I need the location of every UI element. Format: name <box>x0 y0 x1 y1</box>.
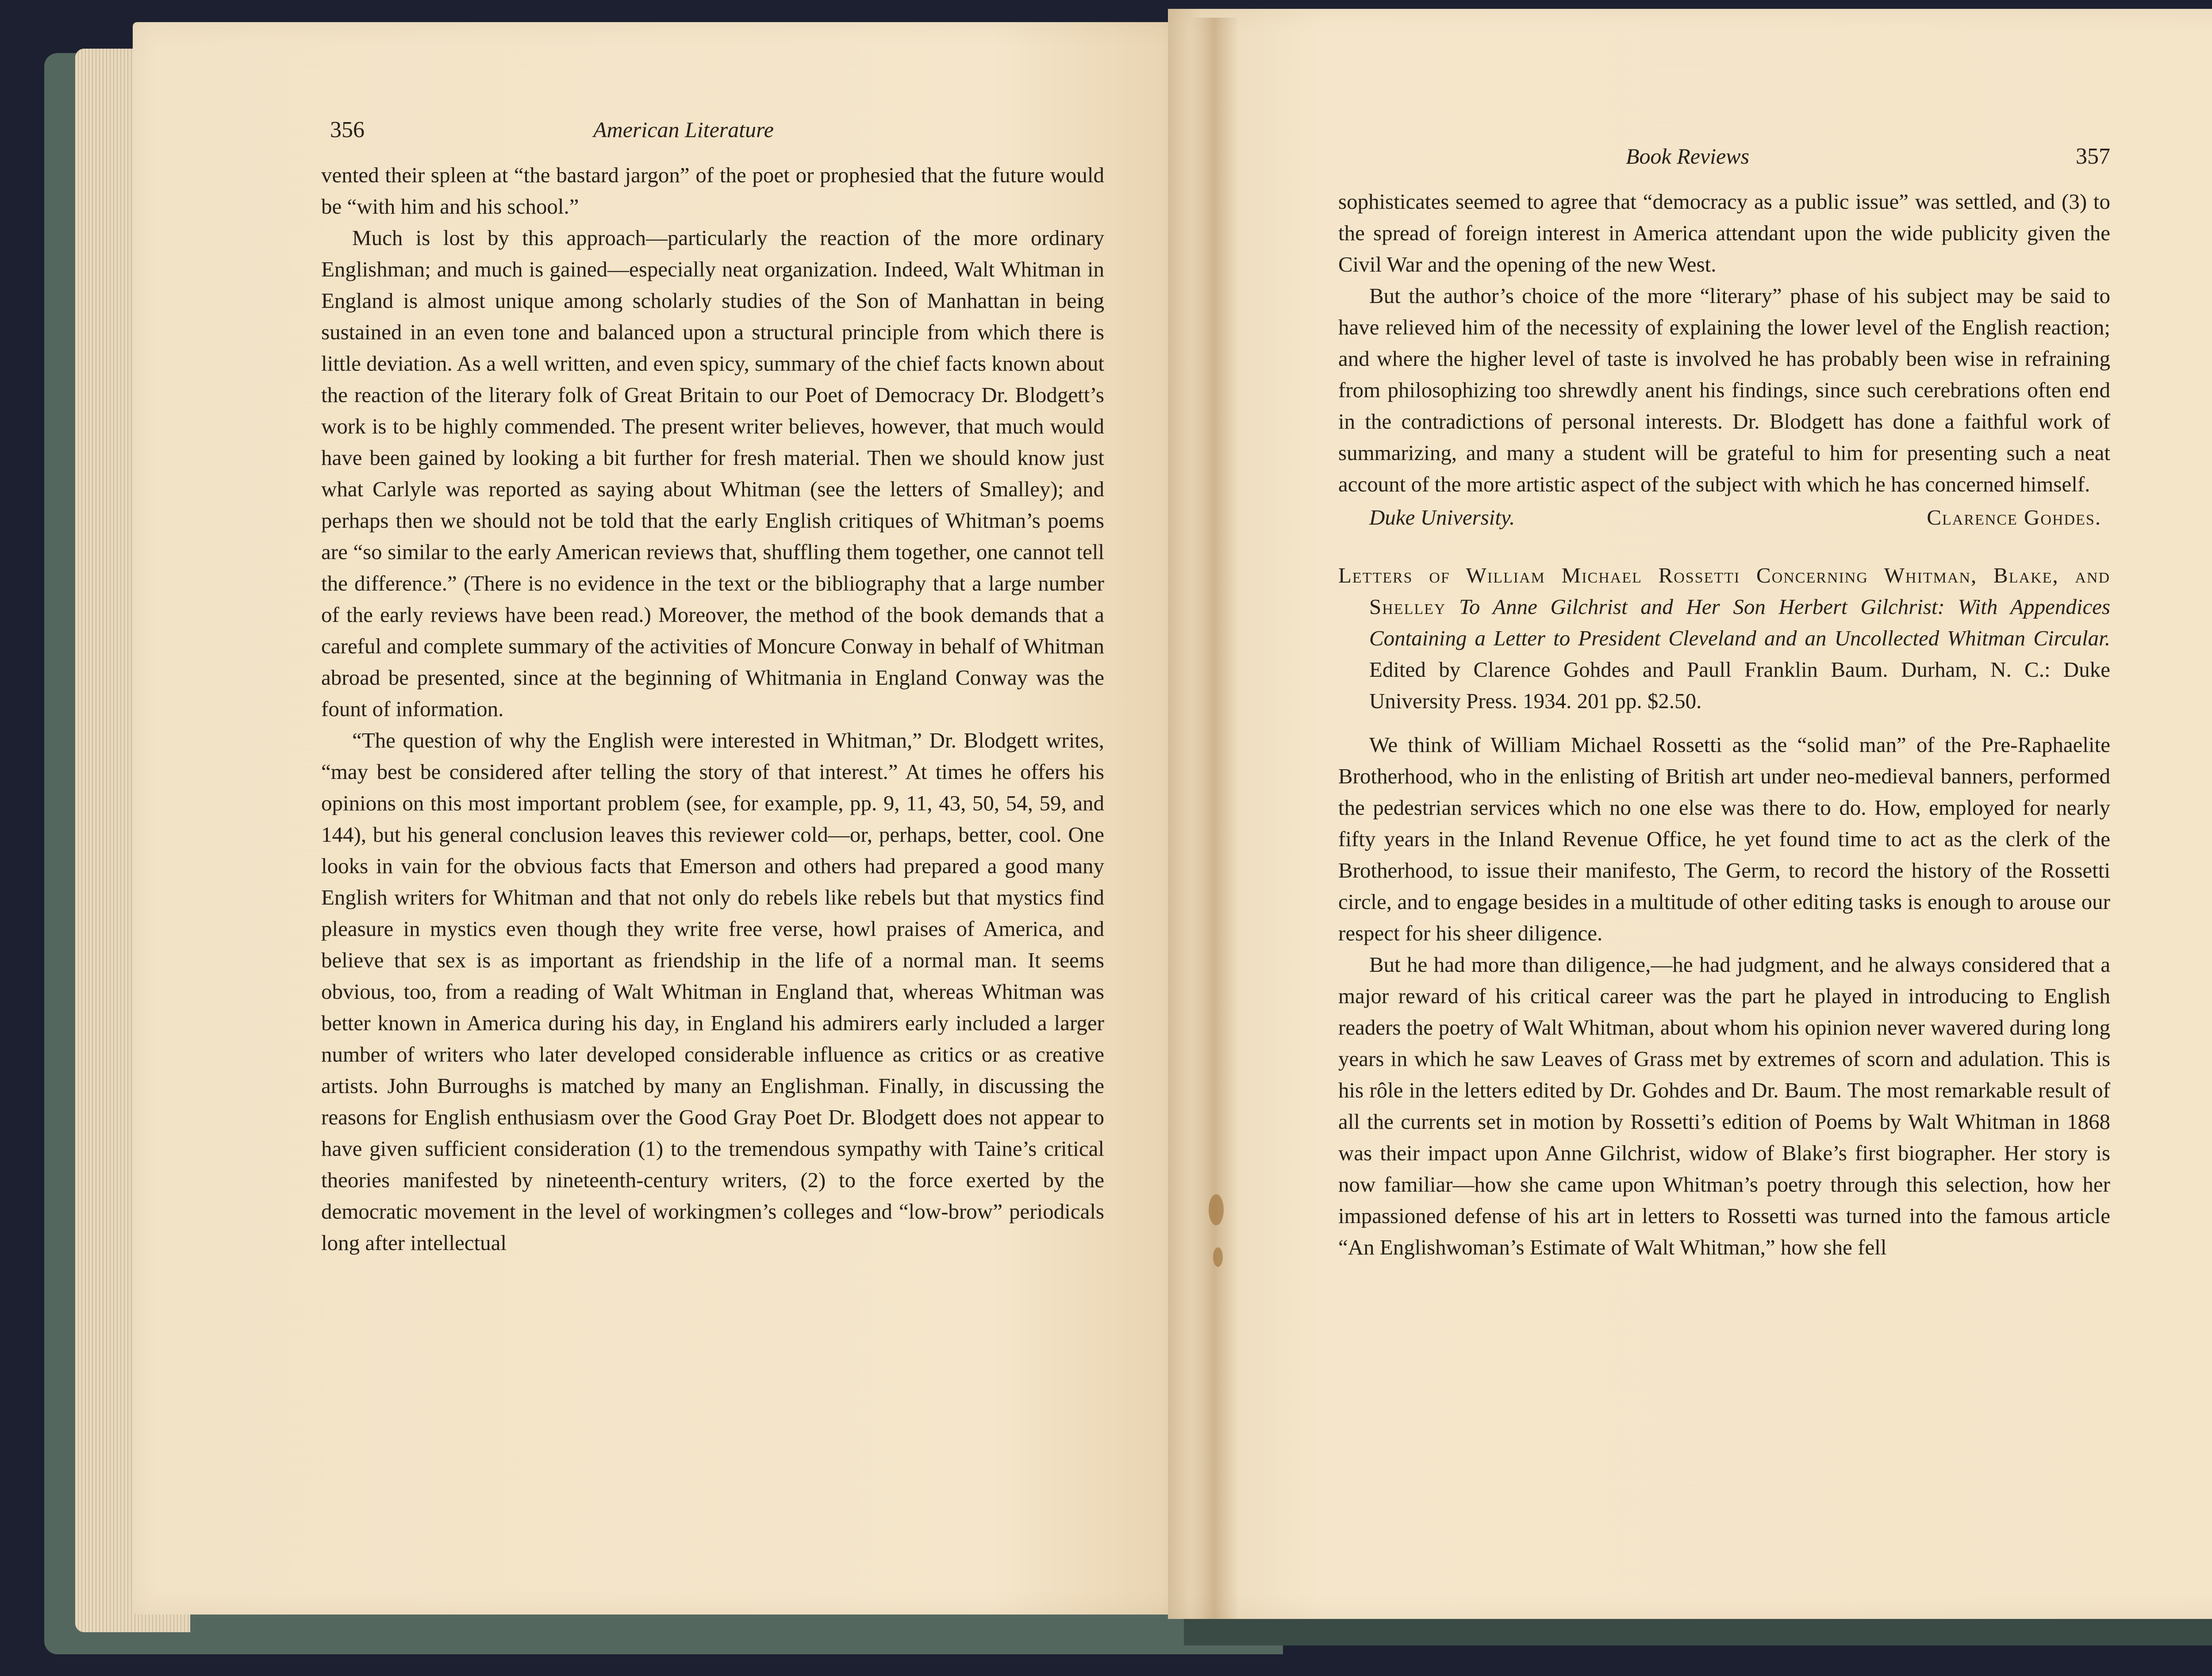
left-page-text <box>321 114 1104 1258</box>
review-heading-title: To Anne Gilchrist and Her Son Herbert Gilchrist: With Appendices Containing a Letter to President Cleveland and an Uncollected Whitman Circular. <box>1369 594 2111 650</box>
review-heading <box>1338 560 2110 717</box>
paragraph: vented their spleen at “the bastard jargon” of the poet or prophesied that the future would be “with him and his school.” <box>321 163 1104 219</box>
paragraph: “The question of why the English were interested in Whitman,” Dr. Blodgett writes, “may best be considered after telling the story of that interest.” At times he offers his opinions on this most important problem (see, for example, pp. 9, 11, 43, 50, 54, 59, and 144), but his general conclusion leaves this reviewer cold—or, perhaps, better, cool. One looks in vain for the obvious facts that Emerson and others had prepared a good many English writers for Whitman and that not only do rebels like rebels but that mystics find pleasure in mystics even though they write free verse, howl praises of America, and believe that sex is as important as friendship in the life of a normal man. It seems obvious, too, from a reading of Walt Whitman in England that, whereas Whitman was better known in America during his day, in England his admirers early included a larger number of writers who later developed considerable influence as critics or as creative artists. John Burroughs is matched by many an Englishman. Finally, in discussing the reasons for English enthusiasm over the Good Gray Poet Dr. Blodgett does not appear to have given sufficient consideration (1) to the tremendous sympathy with Taine’s critical theories manifested by nineteenth-century writers, (2) to the force exerted by the democratic movement in the level of workingmen’s colleges and “low-brow” periodicals long after intellectual <box>321 728 1104 1255</box>
running-title: American Literature <box>593 117 774 142</box>
paragraph: sophisticates seemed to agree that “democracy as a public issue” was settled, and (3) to the spread of foreign interest in America attendant upon the wide publicity given the Civil War and the opening of the new West. <box>1338 189 2110 276</box>
right-page-header <box>1338 141 2110 177</box>
reviewer-affiliation: Duke University. <box>1369 505 1515 529</box>
reviewer-name: Clarence Gohdes. <box>1927 505 2101 529</box>
left-page-header <box>330 114 1002 150</box>
gutter-stain <box>1209 1194 1224 1225</box>
running-title: Book Reviews <box>1626 144 1750 169</box>
paragraph: But the author’s choice of the more “literary” phase of his subject may be said to have relieved him of the necessity of explaining the lower level of the English reaction; and where the higher level of taste is involved he has probably been wise in refraining from philosophizing too shrewdly anent his findings, since such cerebrations often end in the contradictions of personal interests. Dr. Blodgett has done a faithful work of summarizing, and many a student will be grateful to him for presenting such a neat account of the more artistic aspect of the subject with which he has concerned himself. <box>1338 284 2110 496</box>
gutter-stain-small <box>1213 1247 1223 1267</box>
page-number: 356 <box>330 117 365 142</box>
paragraph: We think of William Michael Rossetti as the “solid man” of the Pre-Raphaelite Brotherhood, who in the enlisting of British art under neo-medieval banners, performed the pedestrian services which no one else was there to do. How, employed for nearly fifty years in the Inland Revenue Office, he yet found time to act as the clerk of the Brotherhood, to issue their manifesto, The Germ, to record the history of the Rossetti circle, and to engage besides in a multitude of other editing tasks is enough to arouse our respect for his sheer diligence. <box>1338 733 2110 945</box>
book-gutter <box>1190 18 1239 1619</box>
right-page-text <box>1338 141 2110 1263</box>
paragraph: But he had more than diligence,—he had judgment, and he always considered that a major reward of his critical career was the part he played in introducing to English readers the poetry of Walt Whitman, about whom his opinion never wavered during long years in which he saw Leaves of Grass met by extremes of scorn and adulation. This is his rôle in the letters edited by Dr. Gohdes and Dr. Baum. The most remarkable result of all the currents set in motion by Rossetti’s edition of Poems by Walt Whitman in 1868 was their impact upon Anne Gilchrist, widow of Blake’s first biographer. Her story is now familiar—how she came upon Whitman’s poetry through this selection, how her impassioned defense of his art in letters to Rossetti was turned into the famous article “An Englishwoman’s Estimate of Walt Whitman,” how she fell <box>1338 952 2110 1259</box>
page-number: 357 <box>2076 144 2110 169</box>
review-heading-details: Edited by Clarence Gohdes and Paull Franklin Baum. Durham, N. C.: Duke University Press. 1934. 201 pp. $2.50. <box>1369 657 2110 713</box>
review-heading-lead: Letters of William Michael Rossetti Concerning Whitman, Blake, and Shelley <box>1338 563 2110 619</box>
review-signature <box>1338 502 2110 533</box>
paragraph: Much is lost by this approach—particularly the reaction of the more ordinary Englishman; and much is gained—especially neat organization. Indeed, Walt Whitman in England is almost unique among scholarly studies of the Son of Manhattan in being sustained in an even tone and balanced upon a structural principle from which there is little deviation. As a well written, and even spicy, summary of the chief facts known about the reaction of the literary folk of Great Britain to our Poet of Democracy Dr. Blodgett’s work is to be highly commended. The present writer believes, however, that much would have been gained by looking a bit further for fresh material. Then we should know just what Carlyle was reported as saying about Whitman (see the letters of Smalley); and perhaps then we should not be told that the early English critiques of Whitman’s poems are “so similar to the early American reviews that, shuffling them together, one cannot tell the difference.” (There is no evidence in the text or the bibliography that a large number of the early reviews have been read.) Moreover, the method of the book demands that a careful and complete summary of the activities of Moncure Conway in behalf of Whitman abroad be presented, since at the beginning of Whitmania in England Conway was the fount of information. <box>321 226 1104 721</box>
